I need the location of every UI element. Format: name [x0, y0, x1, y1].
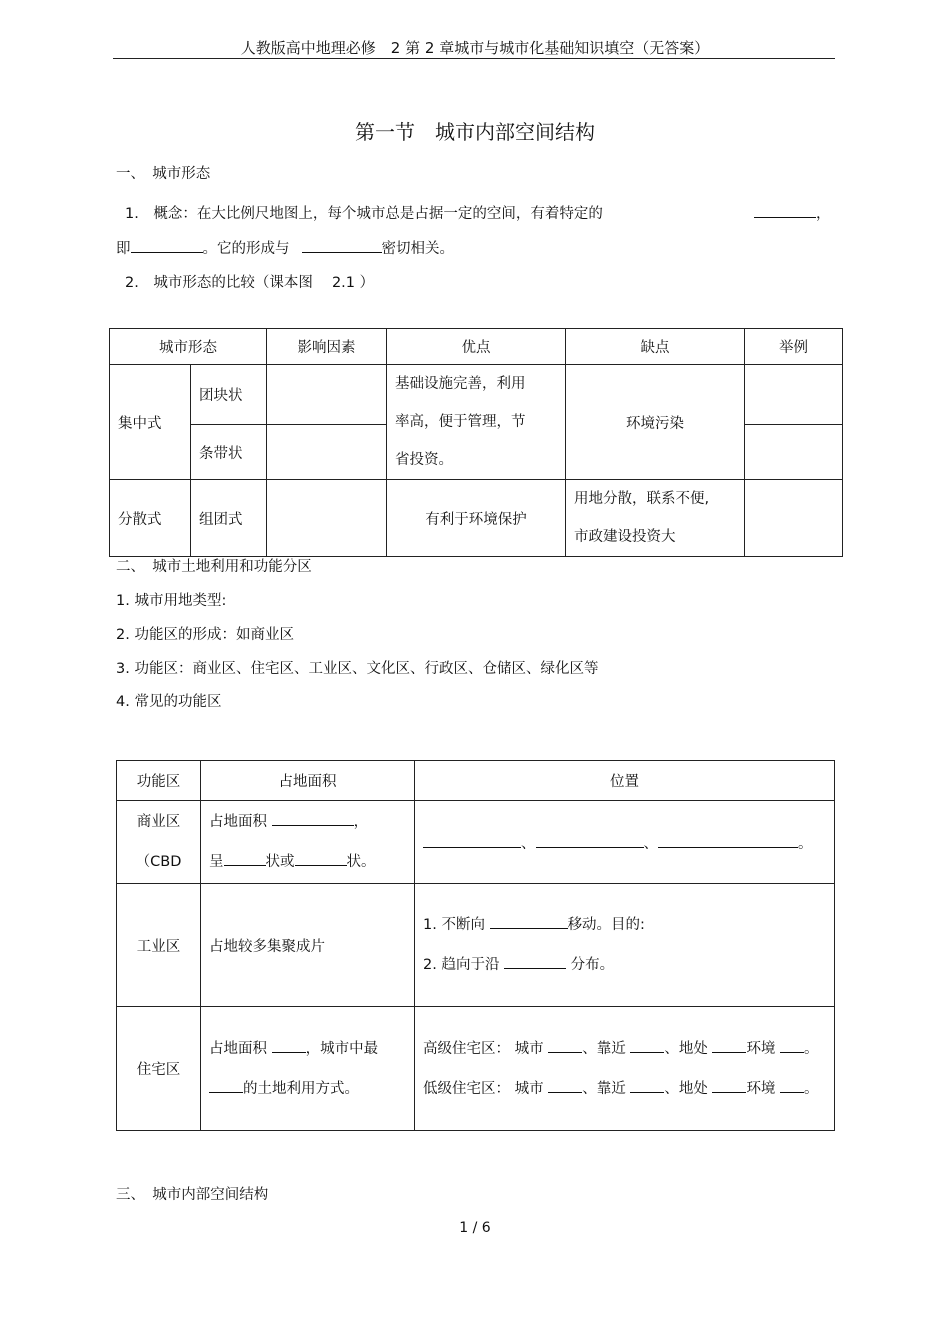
- section-2-item-3: 3. 功能区：商业区、住宅区、工业区、文化区、行政区、仓储区、绿化区等: [116, 661, 599, 677]
- text-prefix: 占地面积: [209, 1040, 267, 1057]
- text-prefix: 占地面积: [209, 814, 267, 830]
- section-3-heading: 三、 城市内部空间结构: [116, 1187, 269, 1203]
- text-line: [423, 945, 826, 985]
- header-advantages: 优点: [387, 329, 566, 365]
- text-at: 、地处: [664, 1040, 708, 1057]
- page-title: 第一节 城市内部空间结构: [355, 120, 595, 144]
- cell-residential-area: [201, 1007, 415, 1131]
- text-prefix: 2. 趋向于沿: [423, 957, 500, 973]
- text-line: 商业区: [136, 814, 181, 830]
- cell-concentrated: 集中式: [110, 365, 191, 480]
- cell-concentrated-disadvantages: 环境污染: [566, 365, 745, 480]
- text-line: 率高，便于管理，节: [395, 414, 526, 430]
- text-line: 用地分散，联系不便,: [574, 491, 710, 507]
- text-line: 基础设施完善，利用: [395, 376, 526, 392]
- text-prefix: 1. 不断向: [423, 917, 485, 933]
- cell-residential-zone: 住宅区: [117, 1007, 201, 1131]
- fill-blank: [548, 1077, 582, 1093]
- city-form-table: [109, 328, 843, 557]
- running-header: 人教版高中地理必修 2 第 2 章城市与城市化基础知识填空（无答案）: [240, 39, 710, 57]
- low-residential-line: [423, 1069, 832, 1109]
- fill-blank: [536, 832, 644, 848]
- fill-blank: [780, 1037, 804, 1053]
- cell-cluster-example: [745, 480, 843, 557]
- comma: ，: [816, 206, 831, 222]
- header-area: 占地面积: [201, 761, 415, 801]
- text-line: [209, 842, 406, 882]
- cell-residential-location: [415, 1007, 835, 1131]
- text-line: （CBD: [135, 854, 182, 870]
- functional-zone-table: [116, 760, 835, 1131]
- separator: 、: [643, 835, 658, 852]
- text-prefix: 高级住宅区： 城市: [423, 1040, 544, 1057]
- fill-blank: [630, 1037, 664, 1053]
- section-2-item-4: 4. 常见的功能区: [116, 694, 222, 710]
- item-1-concept-line-2: [116, 237, 454, 258]
- cell-industrial-area: 占地较多集聚成片: [201, 884, 415, 1007]
- fill-blank: [224, 850, 266, 866]
- fill-blank: [302, 237, 382, 253]
- fill-blank: [658, 832, 798, 848]
- text-suffix: 状。: [346, 854, 376, 870]
- text-line: [209, 1029, 406, 1069]
- cell-block-factors: [267, 365, 387, 425]
- text-suffix: 密切相关。: [381, 241, 454, 257]
- cell-strip: 条带状: [191, 425, 267, 480]
- text-suffix: 移动。目的:: [567, 917, 645, 933]
- text-line: [423, 905, 826, 945]
- fill-blank: [423, 832, 521, 848]
- cell-block: 团块状: [191, 365, 267, 425]
- header-factors: 影响因素: [267, 329, 387, 365]
- header-disadvantages: 缺点: [566, 329, 745, 365]
- section-2-item-2: 2. 功能区的形成：如商业区: [116, 627, 294, 643]
- separator: 、: [521, 835, 536, 852]
- header-city-form: 城市形态: [110, 329, 267, 365]
- text-mid: 状或: [265, 854, 295, 870]
- cell-commercial-area: [201, 801, 415, 884]
- section-1-heading: 一、 城市形态: [116, 166, 211, 182]
- text-at: 、地处: [664, 1080, 708, 1097]
- cell-industrial-location: [415, 884, 835, 1007]
- text-near: 、靠近: [582, 1040, 626, 1057]
- text-end: 。: [804, 1080, 819, 1097]
- cell-concentrated-advantages: [387, 365, 566, 480]
- text-suffix: ，城市中最: [305, 1040, 379, 1057]
- cell-cluster: 组团式: [191, 480, 267, 557]
- fill-blank: [780, 1077, 804, 1093]
- cell-strip-example: [745, 425, 843, 480]
- cell-commercial-zone: [117, 801, 201, 884]
- text-line: 市政建设投资大: [574, 529, 676, 545]
- text-suffix: 分布。: [570, 957, 615, 973]
- header-rule: [113, 58, 835, 59]
- fill-blank: [295, 850, 347, 866]
- cell-strip-factors: [267, 425, 387, 480]
- cell-commercial-location: [415, 801, 835, 884]
- text-near: 、靠近: [582, 1080, 626, 1097]
- text-line: 省投资。: [395, 452, 453, 468]
- text-env: 环境: [746, 1040, 776, 1057]
- fill-blank: [272, 810, 354, 826]
- header-location: 位置: [415, 761, 835, 801]
- cell-industrial-zone: 工业区: [117, 884, 201, 1007]
- fill-blank: [490, 913, 568, 929]
- fill-blank: [712, 1077, 746, 1093]
- item-1-concept-line-1: 1. 概念：在大比例尺地图上，每个城市总是占据一定的空间，有着特定的: [125, 206, 603, 222]
- text-line: [209, 802, 406, 842]
- cell-dispersed: 分散式: [110, 480, 191, 557]
- text-env: 环境: [746, 1080, 776, 1097]
- item-2-comparison: 2. 城市形态的比较（课本图 2.1 ）: [125, 275, 375, 291]
- fill-blank: [754, 202, 816, 218]
- fill-blank: [131, 237, 203, 253]
- text-line: [209, 1069, 406, 1109]
- text-prefix: 呈: [209, 854, 224, 870]
- page-number: 1 / 6: [459, 1220, 491, 1236]
- text-suffix: 的土地利用方式。: [243, 1080, 359, 1097]
- cell-dispersed-advantages: 有利于环境保护: [387, 480, 566, 557]
- text-prefix: 即: [116, 241, 131, 257]
- text-suffix: ，: [353, 814, 369, 830]
- period: 。: [798, 835, 813, 852]
- header-zone: 功能区: [117, 761, 201, 801]
- text-prefix: 低级住宅区： 城市: [423, 1080, 544, 1097]
- section-2-item-1: 1. 城市用地类型:: [116, 593, 227, 609]
- fill-blank: [548, 1037, 582, 1053]
- high-residential-line: [423, 1029, 832, 1069]
- text-mid: 。它的形成与: [202, 241, 290, 257]
- cell-dispersed-disadvantages: [566, 480, 745, 557]
- section-2-heading: 二、 城市土地利用和功能分区: [116, 559, 312, 575]
- fill-blank: [209, 1077, 243, 1093]
- fill-blank: [630, 1077, 664, 1093]
- cell-block-example: [745, 365, 843, 425]
- fill-blank: [504, 953, 566, 969]
- cell-cluster-factors: [267, 480, 387, 557]
- text-end: 。: [804, 1040, 819, 1057]
- item-1-concept-blank-1: [754, 202, 831, 223]
- header-examples: 举例: [745, 329, 843, 365]
- fill-blank: [272, 1037, 306, 1053]
- fill-blank: [712, 1037, 746, 1053]
